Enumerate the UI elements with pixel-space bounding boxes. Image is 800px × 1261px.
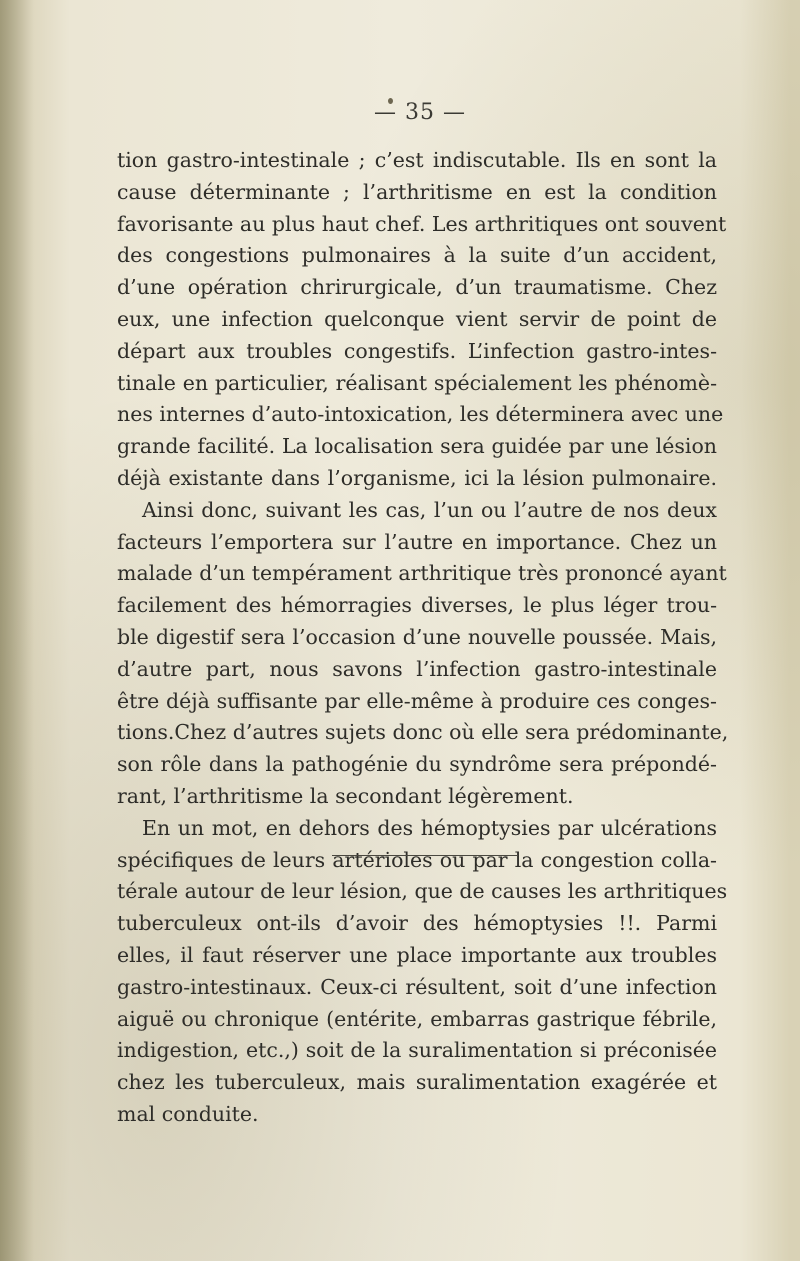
text-line: aiguë ou chronique (entérite, embarras gastrique fébrile, bbox=[117, 1006, 717, 1031]
text-line: facteurs l’emportera sur l’autre en importance. Chez un bbox=[117, 529, 717, 554]
text-line: favorisante au plus haut chef. Les arthritiques ont souvent bbox=[117, 211, 727, 236]
text-line: Ainsi donc, suivant les cas, l’un ou l’autre de nos deux bbox=[142, 497, 717, 522]
text-line: déjà existante dans l’organisme, ici la lésion pulmonaire. bbox=[117, 465, 717, 490]
text-line: son rôle dans la pathogénie du syndrôme sera prépondé- bbox=[117, 752, 717, 777]
text-line: chez les tuberculeux, mais suralimentation exagérée et bbox=[117, 1070, 717, 1095]
text-line: grande facilité. La localisation sera guidée par une lésion bbox=[117, 434, 717, 459]
text-line: rant, l’arthritisme la secondant légèrement. bbox=[117, 783, 574, 808]
text-line: spécifiques de leurs artérioles ou par la congestion colla- bbox=[117, 847, 717, 872]
text-line: elles, il faut réserver une place importante aux troubles bbox=[117, 942, 717, 967]
text-line: tion gastro-intestinale ; c’est indiscutable. Ils en sont la bbox=[117, 148, 717, 172]
section-divider bbox=[332, 855, 518, 856]
text-line: être déjà suffisante par elle-même à produire ces conges- bbox=[117, 688, 717, 713]
text-line: térale autour de leur lésion, que de causes les arthritiques bbox=[117, 879, 728, 904]
text-line: gastro-intestinaux. Ceux-ci résultent, soit d’une infection bbox=[117, 974, 717, 999]
text-line: nes internes d’auto-intoxication, les déterminera avec une bbox=[117, 402, 724, 427]
text-line: tions.Chez d’autres sujets donc où elle sera prédominante, bbox=[117, 720, 729, 745]
text-line: malade d’un tempérament arthritique très prononcé ayant bbox=[117, 561, 727, 586]
text-line: eux, une infection quelconque vient servir de point de bbox=[117, 306, 717, 331]
page-number: — 35 — bbox=[374, 100, 466, 125]
body-text bbox=[117, 145, 729, 1131]
text-line: des congestions pulmonaires à la suite d’un accident, bbox=[117, 243, 717, 268]
text-line: d’une opération chrirurgicale, d’un traumatisme. Chez bbox=[117, 275, 717, 300]
text-line: mal conduite. bbox=[117, 1101, 259, 1126]
text-line: cause déterminante ; l’arthritisme en est la condition bbox=[117, 179, 717, 204]
text-line: tuberculeux ont-ils d’avoir des hémoptysies !!. Parmi bbox=[117, 911, 717, 936]
text-line: d’autre part, nous savons l’infection gastro-intestinale bbox=[117, 656, 717, 681]
text-line: départ aux troubles congestifs. L’infection gastro-intes- bbox=[117, 338, 717, 363]
text-line: ble digestif sera l’occasion d’une nouvelle poussée. Mais, bbox=[117, 624, 717, 649]
text-line: indigestion, etc.,) soit de la suralimentation si préconisée bbox=[117, 1038, 717, 1063]
text-line: tinale en particulier, réalisant spécialement les phénomè- bbox=[117, 370, 717, 395]
text-line: facilement des hémorragies diverses, le plus léger trou- bbox=[117, 593, 717, 618]
text-line: En un mot, en dehors des hémoptysies par ulcérations bbox=[142, 815, 717, 840]
binding-shadow bbox=[0, 0, 34, 1261]
